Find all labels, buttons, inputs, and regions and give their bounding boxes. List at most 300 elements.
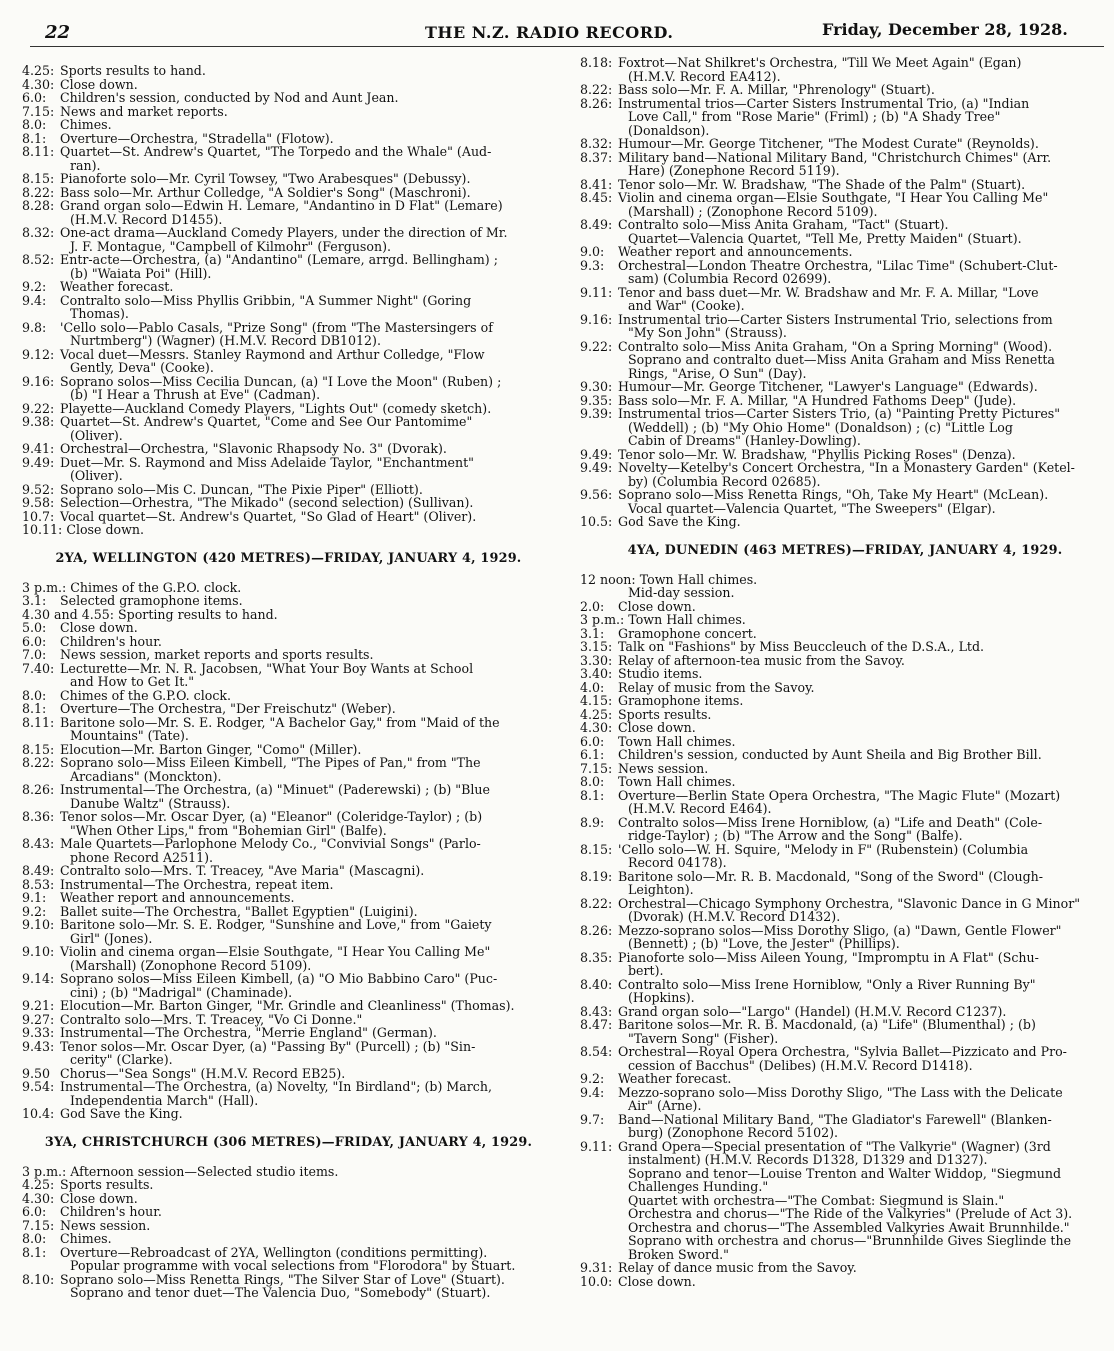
item-text: Orchestral—Royal Opera Orchestra, "Sylvia Ballet—Pizzicato and Pro- <box>618 1044 1067 1059</box>
item-text: Grand organ solo—Edwin H. Lemare, "Andantino in D Flat" (Lemare) <box>60 198 503 213</box>
item-time: 9.33: <box>22 1025 55 1040</box>
programme-item <box>22 172 555 186</box>
item-text: 'Cello solo—W. H. Squire, "Melody in F" (Rubenstein) (Columbia <box>618 841 1029 857</box>
programme-item <box>580 286 1110 300</box>
programme-item <box>22 608 555 622</box>
item-time: 6.1: <box>580 747 605 762</box>
page-number: 22 <box>45 22 71 43</box>
programme-item <box>22 891 555 905</box>
programme-item <box>22 442 555 456</box>
programme-item <box>580 924 1110 938</box>
programme-item <box>580 245 1110 259</box>
programme-item <box>22 770 555 784</box>
programme-item <box>22 1053 555 1067</box>
item-time: 8.18: <box>580 55 613 70</box>
item-text: Orchestral—London Theatre Orchestra, "Lilac Time" (Schubert-Clut- <box>618 257 1058 273</box>
item-time: 4.25: <box>580 706 613 722</box>
item-text: Baritone solo—Mr. R. B. Macdonald, "Song of the Sword" (Clough- <box>618 868 1044 884</box>
programme-item <box>22 1165 555 1179</box>
programme-item <box>22 702 555 716</box>
item-text: Studio items. <box>618 666 703 681</box>
item-text: Gently, Deva" (Cooke). <box>70 360 214 375</box>
programme-item <box>22 1205 555 1219</box>
programme-item <box>22 334 555 348</box>
item-time: 8.49: <box>580 217 613 232</box>
item-time: 8.40: <box>580 976 613 992</box>
page-header <box>0 18 1114 48</box>
item-time: 9.27: <box>22 1011 55 1027</box>
programme-item <box>580 367 1110 381</box>
programme-item <box>22 837 555 851</box>
programme-item <box>22 496 555 510</box>
programme-item <box>22 1219 555 1233</box>
item-text: Chimes. <box>60 117 112 132</box>
item-time: 9.54: <box>22 1079 55 1094</box>
programme-item <box>22 294 555 308</box>
item-text: Town Hall chimes. <box>618 733 736 749</box>
programme-item <box>22 469 555 483</box>
item-time: 8.47: <box>580 1017 613 1032</box>
programme-item <box>580 110 1110 124</box>
item-text: Soprano solo—Miss Renetta Rings, "Oh, Take My Heart" (McLean). <box>618 487 1049 502</box>
programme-item <box>22 999 555 1013</box>
programme-item <box>580 1275 1110 1289</box>
programme-item <box>580 681 1110 695</box>
item-text: and How to Get It." <box>70 674 195 689</box>
item-text: and War" (Cooke). <box>628 298 745 313</box>
item-text: Hare) (Zonephone Record 5119). <box>628 163 840 178</box>
programme-item <box>22 1067 555 1081</box>
item-text: Military band—National Military Band, "Christchurch Chimes" (Arr. <box>618 149 1052 165</box>
item-time: 9.2: <box>22 279 47 294</box>
publication-title: THE N.Z. RADIO RECORD. <box>425 23 674 42</box>
programme-item <box>22 1107 555 1121</box>
item-time: 8.37: <box>580 149 613 165</box>
programme-item <box>580 205 1110 219</box>
item-text: Arcadians" (Monckton). <box>70 768 222 784</box>
item-text: Instrumental trio—Carter Sisters Instrumental Trio, selections from <box>618 311 1053 327</box>
item-text: Vocal duet—Messrs. Stanley Raymond and Arthur Colledge, "Flow <box>60 346 485 362</box>
item-time: 6.0: <box>580 733 605 749</box>
item-text: Relay of afternoon-tea music from the Savoy. <box>618 652 905 668</box>
programme-item <box>580 151 1110 165</box>
item-text: Independentia March" (Hall). <box>70 1092 259 1108</box>
item-time: 3.15: <box>580 639 613 654</box>
item-time: 7.40: <box>22 660 55 676</box>
programme-item <box>580 573 1110 587</box>
item-time: 9.4: <box>22 292 47 308</box>
programme-item <box>22 213 555 227</box>
programme-item <box>22 675 555 689</box>
item-text: Sports results. <box>618 706 712 722</box>
item-text: Town Hall chimes. <box>628 612 746 627</box>
item-text: sam) (Columbia Record 02699). <box>628 271 832 286</box>
programme-item <box>22 851 555 865</box>
item-time: 9.50 <box>22 1065 51 1081</box>
item-text: cini) ; (b) "Madrigal" (Chaminade). <box>70 984 293 1000</box>
item-time: 9.10: <box>22 944 55 959</box>
item-text: Soprano and contralto duet—Miss Anita Graham and Miss Renetta <box>628 352 1055 367</box>
item-text: Contralto solos—Miss Irene Horniblow, (a) "Life and Death" (Cole- <box>618 814 1043 830</box>
item-text: God Save the King. <box>618 514 741 529</box>
programme-item <box>580 829 1110 843</box>
programme-item <box>580 910 1110 924</box>
auckland-programme-continued <box>22 64 555 537</box>
item-text: Nurtmberg") (Wagner) (H.M.V. Record DB1012). <box>70 333 381 348</box>
item-time: 8.49: <box>22 863 55 878</box>
item-time: 7.15: <box>22 1217 55 1233</box>
programme-item <box>580 1207 1110 1221</box>
programme-item <box>22 159 555 173</box>
item-text: ridge-Taylor) ; (b) "The Arrow and the Song" (Balfe). <box>628 828 963 843</box>
item-text: Afternoon session—Selected studio items. <box>70 1163 339 1179</box>
item-text: Rings, "Arise, O Sun" (Day). <box>628 365 807 381</box>
item-text: Bass solo—Mr. F. A. Millar, "Phrenology" (Stuart). <box>618 82 935 97</box>
programme-item <box>22 1232 555 1246</box>
item-time: 9.16: <box>22 373 55 389</box>
item-text: Instrumental—The Orchestra, (a) "Minuet" (Paderewski) ; (b) "Blue <box>60 782 490 797</box>
item-time: 7.15: <box>580 760 613 776</box>
item-text: (H.M.V. Record EA412). <box>628 68 781 84</box>
programme-item <box>22 402 555 416</box>
item-time: 6.0: <box>22 1204 47 1219</box>
item-time: 8.54: <box>580 1044 613 1059</box>
left-column <box>22 64 555 1300</box>
programme-item <box>22 415 555 429</box>
programme-item <box>22 878 555 892</box>
item-time: 8.15: <box>580 841 613 857</box>
item-text: Talk on "Fashions" by Miss Beuccleuch of the D.S.A., Ltd. <box>618 639 985 654</box>
item-time: 2.0: <box>580 598 605 614</box>
item-text: (Donaldson). <box>628 122 710 138</box>
item-text: Tenor solos—Mr. Oscar Dyer, (a) "Passing By" (Purcell) ; (b) "Sin- <box>60 1038 476 1054</box>
item-text: Mid-day session. <box>628 585 735 600</box>
programme-item <box>22 226 555 240</box>
programme-item <box>580 735 1110 749</box>
item-text: Children's hour. <box>60 1204 162 1219</box>
item-time: 7.0: <box>22 647 47 662</box>
item-time: 8.26: <box>22 782 55 797</box>
programme-item <box>22 1013 555 1027</box>
item-text: Instrumental—The Orchestra, repeat item. <box>60 876 334 892</box>
item-text: Pianoforte solo—Mr. Cyril Towsey, "Two Arabesques" (Debussy). <box>60 171 471 186</box>
programme-item <box>580 816 1110 830</box>
item-text: Relay of music from the Savoy. <box>618 679 815 695</box>
item-text: One-act drama—Auckland Comedy Players, under the direction of Mr. <box>60 225 508 240</box>
programme-item <box>22 689 555 703</box>
item-time: 9.35: <box>580 392 613 408</box>
item-time: 9.21: <box>22 998 55 1013</box>
programme-item <box>22 797 555 811</box>
programme-item <box>580 897 1110 911</box>
programme-item <box>22 145 555 159</box>
item-text: (Marshall) (Zonophone Record 5109). <box>70 957 312 973</box>
item-text: Quartet with orchestra—"The Combat: Siegmund is Slain." <box>628 1192 1005 1208</box>
programme-item <box>22 280 555 294</box>
item-time: 8.45: <box>580 190 613 205</box>
programme-item <box>22 716 555 730</box>
item-time: 8.0: <box>22 687 47 703</box>
programme-item <box>22 91 555 105</box>
item-time: 9.56: <box>580 487 613 502</box>
item-text: Elocution—Mr. Barton Ginger, "Mr. Grindle and Cleanliness" (Thomas). <box>60 998 515 1013</box>
item-text: Challenges Hunding." <box>628 1179 769 1194</box>
item-text: Children's session, conducted by Aunt Sheila and Big Brother Bill. <box>618 747 1042 762</box>
item-time: 9.11: <box>580 1138 613 1154</box>
item-time: 9.49: <box>580 460 613 475</box>
item-text: bert). <box>628 963 664 978</box>
programme-item <box>580 502 1110 516</box>
programme-item <box>580 515 1110 529</box>
item-text: Weather forecast. <box>618 1071 732 1086</box>
item-time: 10.5: <box>580 514 613 529</box>
item-time: 10.7: <box>22 508 55 524</box>
programme-item <box>580 178 1110 192</box>
item-time: 3 p.m.: <box>580 612 625 627</box>
section-heading-4ya-dunedin: 4YA, DUNEDIN (463 METRES)—FRIDAY, JANUARY 4, 1929. <box>627 542 1063 558</box>
item-text: Town Hall chimes. <box>618 774 736 789</box>
item-text: Vocal quartet—Valencia Quartet, "The Sweepers" (Elgar). <box>628 500 996 516</box>
item-text: Air" (Arne). <box>628 1098 702 1113</box>
item-text: Contralto solo—Miss Irene Horniblow, "Only a River Running By" <box>618 976 1036 992</box>
item-time: 8.0: <box>580 774 605 789</box>
item-time: 9.2: <box>22 903 47 919</box>
programme-item <box>22 824 555 838</box>
item-text: (Oliver). <box>70 468 123 483</box>
programme-item <box>22 1286 555 1300</box>
item-time: 8.0: <box>22 117 47 132</box>
section-heading-3ya-christchurch: 3YA, CHRISTCHURCH (306 METRES)—FRIDAY, JANUARY 4, 1929. <box>44 1134 533 1150</box>
programme-item <box>22 1178 555 1192</box>
item-text: Instrumental trios—Carter Sisters Instrumental Trio, (a) "Indian <box>618 95 1030 111</box>
item-text: Close down. <box>618 1273 696 1289</box>
item-time: 9.2: <box>580 1071 605 1086</box>
programme-item <box>22 1094 555 1108</box>
item-time: 10.11: <box>22 522 63 537</box>
wellington-programme <box>22 581 555 1121</box>
programme-item <box>580 1072 1110 1086</box>
item-time: 8.0: <box>22 1231 47 1246</box>
programme-item <box>580 259 1110 273</box>
item-time: 9.7: <box>580 1111 605 1127</box>
programme-item <box>580 964 1110 978</box>
item-time: 9.0: <box>580 244 605 259</box>
item-text: Tenor solo—Mr. W. Bradshaw, "Phyllis Picking Roses" (Denza). <box>618 446 1016 462</box>
item-text: (Weddell) ; (b) "My Ohio Home" (Donaldson) ; (c) "Little Log <box>628 419 1013 435</box>
item-text: Quartet—St. Andrew's Quartet, "Come and See Our Pantomime" <box>60 414 473 429</box>
item-time: 9.10: <box>22 917 55 932</box>
item-time: 8.43: <box>22 836 55 851</box>
programme-item <box>22 132 555 146</box>
programme-item <box>580 407 1110 421</box>
programme-item <box>22 483 555 497</box>
item-text: Thomas). <box>70 306 129 321</box>
programme-item <box>580 313 1110 327</box>
item-text: Violin and cinema organ—Elsie Southgate, "I Hear You Calling Me" <box>618 190 1049 205</box>
programme-item <box>580 627 1110 641</box>
item-text: Soprano solo—Miss Eileen Kimbell, "The Pipes of Pan," from "The <box>60 755 481 770</box>
item-text: (b) "Waiata Poi" (Hill). <box>70 265 212 281</box>
programme-item <box>580 299 1110 313</box>
programme-item <box>22 932 555 946</box>
item-text: Entr-acte—Orchestra, (a) "Andantino" (Lemare, arrgd. Bellingham) ; <box>60 252 498 267</box>
item-text: Soprano solos—Miss Eileen Kimbell, (a) "O Mio Babbino Caro" (Puc- <box>60 971 498 986</box>
programme-item <box>22 523 555 537</box>
item-time: 10.0: <box>580 1273 613 1289</box>
right-column <box>580 56 1110 1288</box>
programme-item <box>22 253 555 267</box>
programme-item <box>22 1192 555 1206</box>
item-time: 8.26: <box>580 922 613 938</box>
programme-item <box>22 321 555 335</box>
programme-item <box>22 510 555 524</box>
item-text: Elocution—Mr. Barton Ginger, "Como" (Miller). <box>60 741 362 757</box>
programme-item <box>22 1259 555 1273</box>
item-text: Male Quartets—Parlophone Melody Co., "Convivial Songs" (Parlo- <box>60 836 481 851</box>
programme-item <box>580 1113 1110 1127</box>
item-text: God Save the King. <box>60 1106 183 1121</box>
item-time: 9.8: <box>22 319 47 335</box>
item-time: 4.30: <box>22 76 55 92</box>
item-text: Children's session, conducted by Nod and Aunt Jean. <box>60 90 399 105</box>
programme-item <box>22 810 555 824</box>
item-text: Orchestra and chorus—"The Ride of the Valkyries" (Prelude of Act 3). <box>628 1206 1073 1221</box>
item-text: Foxtrot—Nat Shilkret's Orchestra, "Till We Meet Again" (Egan) <box>618 55 1022 70</box>
programme-item <box>580 843 1110 857</box>
programme-item <box>580 1194 1110 1208</box>
programme-item <box>22 105 555 119</box>
item-text: Violin and cinema organ—Elsie Southgate, "I Hear You Calling Me" <box>60 944 491 959</box>
item-time: 9.31: <box>580 1260 613 1275</box>
item-text: Vocal quartet—St. Andrew's Quartet, "So Glad of Heart" (Oliver). <box>60 508 477 524</box>
programme-item <box>22 199 555 213</box>
item-time: 9.43: <box>22 1038 55 1054</box>
programme-item <box>22 959 555 973</box>
item-text: phone Record A2511). <box>70 849 214 865</box>
item-text: Chimes of the G.P.O. clock. <box>60 687 232 703</box>
item-text: Novelty—Ketelby's Concert Orchestra, "In a Monastery Garden" (Ketel- <box>618 460 1075 475</box>
programme-item <box>580 380 1110 394</box>
programme-item <box>580 721 1110 735</box>
item-text: Soprano and tenor duet—The Valencia Duo, "Somebody" (Stuart). <box>70 1285 491 1300</box>
item-text: Close down. <box>618 720 696 735</box>
item-text: Baritone solo—Mr. S. E. Rodger, "Sunshine and Love," from "Gaiety <box>60 917 492 932</box>
item-text: (Hopkins). <box>628 990 695 1005</box>
programme-item <box>580 991 1110 1005</box>
item-time: 8.1: <box>22 130 47 146</box>
programme-item <box>580 1126 1110 1140</box>
item-time: 8.32: <box>22 225 55 240</box>
programme-item <box>580 124 1110 138</box>
item-text: cerity" (Clarke). <box>70 1052 173 1067</box>
item-time: 4.25: <box>22 63 55 78</box>
item-time: 8.52: <box>22 252 55 267</box>
item-text: Instrumental—The Orchestra, "Merrie England" (German). <box>60 1025 437 1040</box>
item-text: (Oliver). <box>70 427 123 443</box>
programme-item <box>580 1153 1110 1167</box>
item-time: 3.40: <box>580 666 613 681</box>
programme-item <box>22 361 555 375</box>
item-text: Grand Opera—Special presentation of "The Valkyrie" (Wagner) (3rd <box>618 1138 1051 1154</box>
programme-item <box>22 905 555 919</box>
programme-item <box>580 1059 1110 1073</box>
programme-item <box>580 937 1110 951</box>
item-time: 9.16: <box>580 311 613 327</box>
item-text: Overture—Orchestra, "Stradella" (Flotow). <box>60 130 334 146</box>
programme-item <box>580 1261 1110 1275</box>
item-text: Town Hall chimes. <box>639 571 758 587</box>
item-time: 9.30: <box>580 379 613 394</box>
item-time: 8.9: <box>580 814 605 830</box>
item-text: Soprano with orchestra and chorus—"Brunnhilde Gives Sieglinde the <box>628 1233 1072 1248</box>
item-time: 8.22: <box>22 755 55 770</box>
item-time: 4.15: <box>580 693 613 708</box>
programme-item <box>22 594 555 608</box>
christchurch-programme <box>22 1165 555 1300</box>
item-text: Sports results to hand. <box>60 63 206 78</box>
item-time: 8.19: <box>580 868 613 884</box>
programme-item <box>22 1246 555 1260</box>
item-text: Overture—The Orchestra, "Der Freischutz" (Weber). <box>60 701 396 716</box>
item-text: Contralto solo—Miss Phyllis Gribbin, "A Summer Night" (Goring <box>60 292 472 308</box>
item-time: 4.0: <box>580 679 605 695</box>
item-text: Close down. <box>60 1190 138 1206</box>
item-text: Mezzo-soprano solos—Miss Dorothy Sligo, (a) "Dawn, Gentle Flower" <box>618 922 1062 938</box>
item-text: Playette—Auckland Comedy Players, "Lights Out" (comedy sketch). <box>60 400 492 416</box>
item-text: (Bennett) ; (b) "Love, the Jester" (Phillips). <box>628 936 900 951</box>
item-time: 9.41: <box>22 441 55 456</box>
programme-item <box>580 488 1110 502</box>
item-text: Close down. <box>66 522 145 537</box>
item-text: Relay of dance music from the Savoy. <box>618 1260 857 1275</box>
item-time: 9.52: <box>22 481 55 497</box>
dunedin-programme <box>580 573 1110 1289</box>
programme-item <box>22 307 555 321</box>
programme-item <box>580 802 1110 816</box>
programme-item <box>580 1248 1110 1262</box>
item-time: 9.39: <box>580 406 613 421</box>
programme-item <box>580 708 1110 722</box>
programme-item <box>22 240 555 254</box>
item-time: 3.1: <box>580 625 605 641</box>
programme-item <box>22 918 555 932</box>
item-time: 3.30: <box>580 652 613 668</box>
programme-item <box>580 1005 1110 1019</box>
programme-item <box>580 164 1110 178</box>
programme-item <box>580 694 1110 708</box>
programme-item <box>22 118 555 132</box>
item-text: Sporting results to hand. <box>118 606 278 622</box>
item-time: 3.1: <box>22 593 47 608</box>
item-text: 'Cello solo—Pablo Casals, "Prize Song" (from "The Mastersingers of <box>60 319 493 335</box>
programme-item <box>22 621 555 635</box>
programme-item <box>580 475 1110 489</box>
item-time: 9.1: <box>22 890 47 905</box>
programme-item <box>580 883 1110 897</box>
programme-item <box>580 775 1110 789</box>
item-text: Duet—Mr. S. Raymond and Miss Adelaide Taylor, "Enchantment" <box>60 454 474 470</box>
item-text: Quartet—Valencia Quartet, "Tell Me, Pretty Maiden" (Stuart). <box>628 230 1022 246</box>
christchurch-programme-continued <box>580 56 1110 529</box>
item-time: 8.1: <box>580 787 605 803</box>
programme-item <box>580 1167 1110 1181</box>
item-time: 9.49: <box>22 454 55 470</box>
item-text: Bass solo—Mr. F. A. Millar, "A Hundred Fathoms Deep" (Jude). <box>618 392 1017 408</box>
item-text: instalment) (H.M.V. Records D1328, D1329 and D1327). <box>628 1152 988 1167</box>
item-text: Cabin of Dreams" (Hanley-Dowling). <box>628 433 861 448</box>
programme-item <box>22 729 555 743</box>
item-time: 8.26: <box>580 95 613 111</box>
